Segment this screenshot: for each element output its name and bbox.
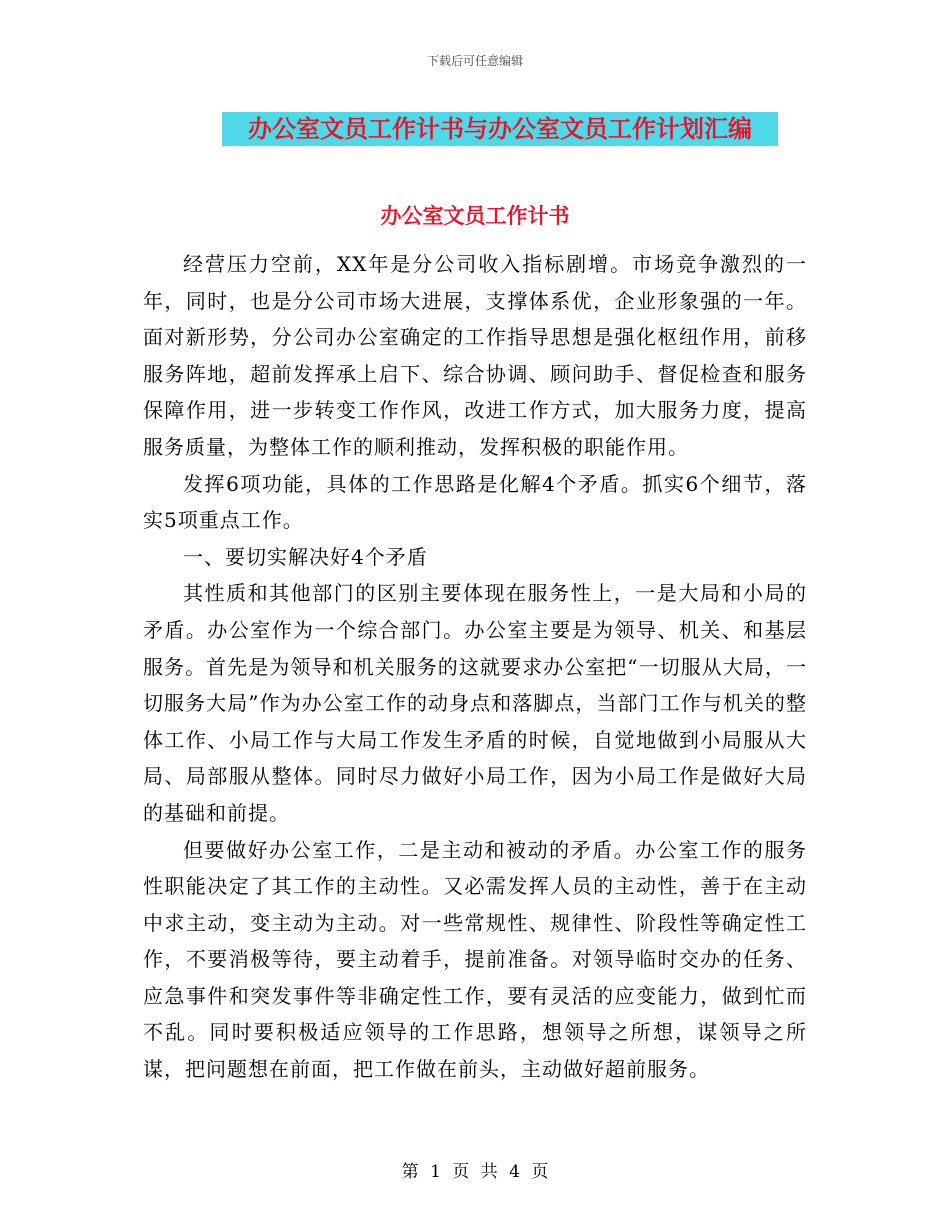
main-title-highlight — [222, 112, 778, 146]
page-header-note: 下载后可任意编辑 — [426, 54, 523, 68]
paragraph-2: 发挥6项功能，具体的工作思路是化解4个矛盾。抓实6个细节，落实5项重点工作。 — [143, 471, 807, 533]
page-number-footer: 第 1 页 共 4 页 — [401, 1162, 549, 1182]
main-title: 办公室文员工作计书与办公室文员工作计划汇编 — [248, 115, 752, 143]
paragraph-1: 经营压力空前，XX年是分公司收入指标剧增。市场竞争激烈的一年，同时，也是分公司市场大进展，支撑体系优，企业形象强的一年。面对新形势，分公司办公室确定的工作指导思想是强化枢纽作用，前移服务阵地，超前发挥承上启下、综合协调、顾问助手、督促检查和服务保障作用，进一步转变工作作风，改进工作方式，加大服务力度，提高服务质量，为整体工作的顺利推动，发挥积极的职能作用。 — [143, 252, 807, 459]
section-title: 办公室文员工作计书 — [380, 204, 570, 228]
paragraph-4: 其性质和其他部门的区别主要体现在服务性上，一是大局和小局的矛盾。办公室作为一个综合部门。办公室主要是为领导、机关、和基层服务。首先是为领导和机关服务的这就要求办公室把“一切服从大局，一切服务大局”作为办公室工作的动身点和落脚点，当部门工作与机关的整体工作、小局工作与大局工作发生矛盾的时候，自觉地做到小局服从大局、局部服从整体。同时尽力做好小局工作，因为小局工作是做好大局的基础和前提。 — [143, 581, 807, 825]
paragraph-5: 但要做好办公室工作，二是主动和被动的矛盾。办公室工作的服务性职能决定了其工作的主动性。又必需发挥人员的主动性，善于在主动中求主动，变主动为主动。对一些常规性、规律性、阶段性等确定性工作，不要消极等待，要主动着手，提前准备。对领导临时交办的任务、应急事件和突发事件等非确定性工作，要有灵活的应变能力，做到忙而不乱。同时要积极适应领导的工作思路，想领导之所想，谋领导之所谋，把问题想在前面，把工作做在前头，主动做好超前服务。 — [143, 837, 807, 1082]
document-body — [143, 246, 807, 1088]
paragraph-3-heading: 一、要切实解决好4个矛盾 — [183, 544, 428, 569]
